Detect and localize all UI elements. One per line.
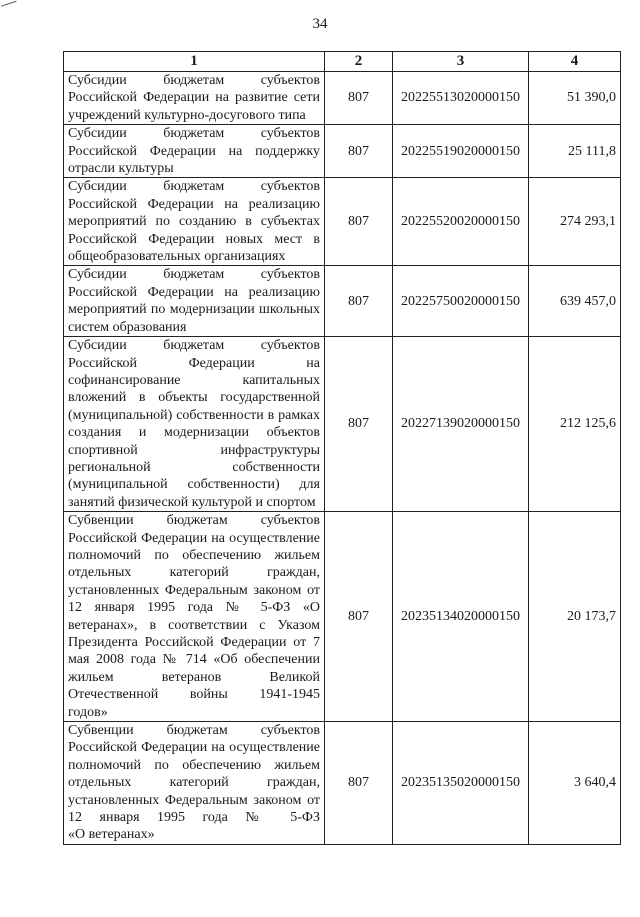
description-line: Российской Федерации на поддержку (68, 143, 320, 159)
description-line: (муниципальной) собственности в рамках (68, 407, 320, 423)
row-kbk: 20225520020000150 (393, 178, 529, 266)
description-line: Субсидии бюджетам субъектов (68, 338, 320, 354)
description-line: Субвенции бюджетам субъектов (68, 513, 320, 529)
column-header: 4 (529, 52, 621, 72)
column-header: 2 (325, 52, 393, 72)
description-line: занятий физической культурой и спортом (68, 494, 316, 510)
row-amount: 212 125,6 (529, 337, 621, 512)
table-row (64, 512, 621, 722)
description-line: Российской Федерации на развитие сети (68, 90, 320, 106)
description-line: от 7 мая 2008 года № 714 (68, 635, 321, 668)
row-amount: 25 111,8 (529, 125, 621, 178)
table-row (64, 266, 621, 337)
row-code: 807 (325, 722, 393, 845)
row-kbk: 20235135020000150 (393, 722, 529, 845)
description-line: от 12 января 1995 года № 5-ФЗ (68, 582, 320, 616)
description-line: создания и модернизации объектов (68, 425, 320, 441)
description-line: полномочий по обеспечению жильем (68, 757, 320, 773)
row-amount: 639 457,0 (529, 266, 621, 337)
row-kbk: 20225750020000150 (393, 266, 529, 337)
description-line: Субсидии бюджетам субъектов (68, 73, 320, 88)
row-amount: 51 390,0 (529, 72, 621, 125)
page-number: 34 (312, 16, 328, 32)
column-header: 3 (393, 52, 529, 72)
description-line: систем образования (68, 319, 187, 335)
row-amount: 20 173,7 (529, 512, 621, 722)
description-line: Российской Федерации на реализацию (68, 284, 320, 300)
table-header-row (64, 52, 621, 72)
description-line: Субвенции бюджетам субъектов (68, 723, 320, 739)
row-kbk: 20225513020000150 (393, 72, 529, 125)
description-line: Субсидии бюджетам субъектов (68, 267, 320, 283)
row-description (64, 178, 325, 266)
row-code: 807 (325, 337, 393, 512)
description-line: Великой Отечественной войны 1941-1945 (68, 669, 320, 703)
description-line: установленных Федеральным законом (68, 582, 302, 598)
table-row (64, 337, 621, 512)
row-code: 807 (325, 72, 393, 125)
description-line: региональной собственности (68, 459, 320, 475)
table-row (64, 178, 621, 266)
description-line: Российской Федерации новых мест в (68, 231, 320, 247)
row-description (64, 72, 325, 125)
description-line: «О ветеранах» (68, 827, 155, 843)
description-line: Российской Федерации на (68, 355, 320, 371)
description-line: мероприятий по созданию в субъектах (68, 214, 320, 230)
description-line: «О ветеранах», в соответствии с Указом (68, 600, 320, 633)
description-line: отдельных категорий граждан, (68, 775, 320, 791)
row-description (64, 722, 325, 845)
table-row (64, 125, 621, 178)
budget-table (63, 51, 621, 845)
description-line: общеобразовательных организациях (68, 249, 286, 265)
table-row (64, 722, 621, 845)
row-code: 807 (325, 178, 393, 266)
row-description (64, 266, 325, 337)
description-line: Российской Федерации на осуществление (68, 740, 320, 756)
row-kbk: 20235134020000150 (393, 512, 529, 722)
description-line: Субсидии бюджетам субъектов (68, 126, 320, 142)
table-row (64, 72, 621, 125)
description-line: Российской Федерации на осуществление (68, 530, 320, 546)
row-kbk: 20225519020000150 (393, 125, 529, 178)
description-line: «Об обеспечении жильем ветеранов (68, 652, 321, 685)
description-line: установленных Федеральным законом (68, 792, 302, 808)
row-amount: 274 293,1 (529, 178, 621, 266)
description-line: (муниципальной собственности) для (68, 477, 320, 493)
description-line: в объекты государственной (138, 390, 321, 406)
scan-mark (1, 1, 19, 15)
description-line: от 12 января 1995 года № 5-ФЗ (68, 792, 320, 826)
description-line: Российской Федерации на реализацию (68, 196, 320, 212)
row-amount: 3 640,4 (529, 722, 621, 845)
description-line: полномочий по обеспечению жильем (68, 547, 320, 563)
description-line: учреждений культурно-досугового типа (68, 107, 306, 123)
description-line: годов» (68, 704, 108, 720)
row-code: 807 (325, 125, 393, 178)
row-description (64, 125, 325, 178)
column-header: 1 (64, 52, 325, 72)
description-line: Президента Российской Федерации (68, 635, 287, 650)
description-line: Субсидии бюджетам субъектов (68, 179, 320, 195)
description-line: отдельных категорий граждан, (68, 565, 320, 581)
description-line: мероприятий по модернизации школьных (68, 302, 320, 318)
row-code: 807 (325, 512, 393, 722)
description-line: отрасли культуры (68, 161, 174, 177)
row-description (64, 512, 325, 722)
description-line: софинансирование капитальных вложений (68, 372, 320, 406)
description-line: спортивной инфраструктуры (68, 442, 320, 458)
row-kbk: 20227139020000150 (393, 337, 529, 512)
row-code: 807 (325, 266, 393, 337)
row-description (64, 337, 325, 512)
